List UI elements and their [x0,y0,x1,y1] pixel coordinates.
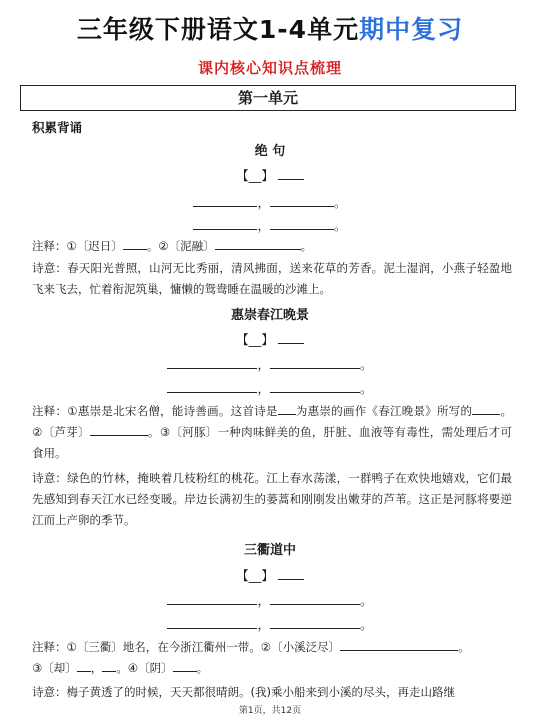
poem3-note-blank-4 [173,660,197,672]
poem1-author-blank [278,167,304,180]
poem1-meaning: 诗意：春天阳光普照，山河无比秀丽，清风拂面，送来花草的芳香。泥土湿润，小燕子轻盈地飞来飞去，忙着衔泥筑巢，慵懒的鸳鸯睡在温暖的沙滩上。 [32,261,512,296]
poem3-comma-1: ， [257,593,270,608]
poem2-line1 [0,356,540,374]
poem2-blank-1 [167,356,257,369]
poem2-note-blank-3 [90,424,148,436]
poem3-period-2: 。 [360,617,373,632]
poem2-author-blank [278,331,304,344]
poem1-comma-1: ， [257,195,270,210]
poem3-period-1: 。 [360,593,373,608]
poem1-blank-4 [270,217,334,230]
page-subtitle: 课内核心知识点梳理 [197,59,342,77]
poem3-note-blank-2 [77,660,91,672]
poem1-blank-2 [270,194,334,207]
title-accent: 期中复习 [359,15,464,44]
poem3-blank-2 [270,592,360,605]
poem2-note-text-3: 。②〔芦芽〕 [32,404,513,439]
poem2-note-text-1: 注释：①惠崇是北宋名僧，能诗善画。这首诗是 [32,404,278,418]
poem2-comma-2: ， [257,381,270,396]
poem2-line2 [0,380,540,398]
poem1-blank-3 [193,217,257,230]
poem3-note-text-5: 。④〔阴〕 [116,661,173,675]
poem1-note-text-2: 。②〔泥融〕 [146,239,215,253]
poem1-notes [32,236,512,257]
poem3-line1 [0,592,540,610]
poem2-notes [32,401,512,464]
poem3-comma-2: ， [257,617,270,632]
title-main: 三年级下册语文1-4单元 [76,15,360,44]
poem2-author-line [0,331,540,349]
poem3-title: 三衢道中 [243,543,296,558]
poem1-period-2: 。 [334,218,347,233]
poem1-note-blank-1 [123,238,147,250]
poem2-blank-2 [270,356,360,369]
poem3-author-line [0,567,540,585]
poem1-line2 [0,217,540,235]
poem2-blank-3 [167,380,257,393]
poem1-note-text-1: 注释：①〔迟日〕 [32,239,123,253]
poem1-title: 绝 句 [254,144,286,159]
poem2-blank-4 [270,380,360,393]
poem2-title: 惠崇春江晚景 [230,308,309,323]
poem1-dynasty: 【__】 [236,168,274,183]
poem2-note-blank-2 [472,403,500,415]
poem2-note-text-2: 为惠崇的画作《春江晚景》所写的 [295,404,473,418]
page-footer: 第1页，共12页 [238,706,302,716]
poem2-note-text-4: 。③〔河豚〕一种肉味鲜美的鱼，肝脏、血液等有毒性，需处理后才可食用。 [32,425,513,460]
section-label: 积累背诵 [32,120,83,135]
poem3-note-blank-1 [340,639,458,651]
poem3-note-text-1: 注释：①〔三衢〕地名，在今浙江衢州一带。②〔小溪泛尽〕 [32,640,341,654]
poem3-note-text-2: 。 [458,640,470,654]
poem1-period-1: 。 [334,195,347,210]
poem3-blank-1 [167,592,257,605]
poem1-blank-1 [193,194,257,207]
poem3-line2 [0,616,540,634]
poem2-note-blank-1 [278,403,296,415]
poem2-dynasty: 【__】 [236,332,274,347]
page-title [0,14,540,46]
poem3-note-blank-3 [102,660,116,672]
poem1-comma-2: ， [257,218,270,233]
poem1-author-line [0,167,540,185]
poem2-period-1: 。 [360,357,373,372]
poem3-blank-3 [167,616,257,629]
poem2-meaning: 诗意：绿色的竹林，掩映着几枝粉红的桃花。江上春水荡漾，一群鸭子在欢快地嬉戏，它们最先感知到春天江水已经变暖。岸边长满初生的蒌蒿和刚刚发出嫩芽的芦苇。这正是河豚将要逆江而上产卵的季节。 [32,471,512,527]
poem3-note-text-4: ， [90,661,103,675]
poem3-note-text-3: ③〔却〕 [32,661,77,675]
poem3-blank-4 [270,616,360,629]
poem3-author-blank [278,567,304,580]
poem2-comma-1: ， [257,357,270,372]
poem3-meaning: 诗意：梅子黄透了的时候，天天都很晴朗。(我)乘小船来到小溪的尽头，再走山路继 [32,685,455,699]
poem1-note-text-3: 。 [300,239,313,253]
unit-heading: 第一单元 [20,85,516,111]
poem3-notes [32,637,512,679]
poem3-dynasty: 【__】 [236,568,274,583]
poem1-note-blank-2 [215,238,301,250]
poem3-note-text-6: 。 [196,661,209,675]
poem1-line1 [0,194,540,212]
poem2-period-2: 。 [360,381,373,396]
